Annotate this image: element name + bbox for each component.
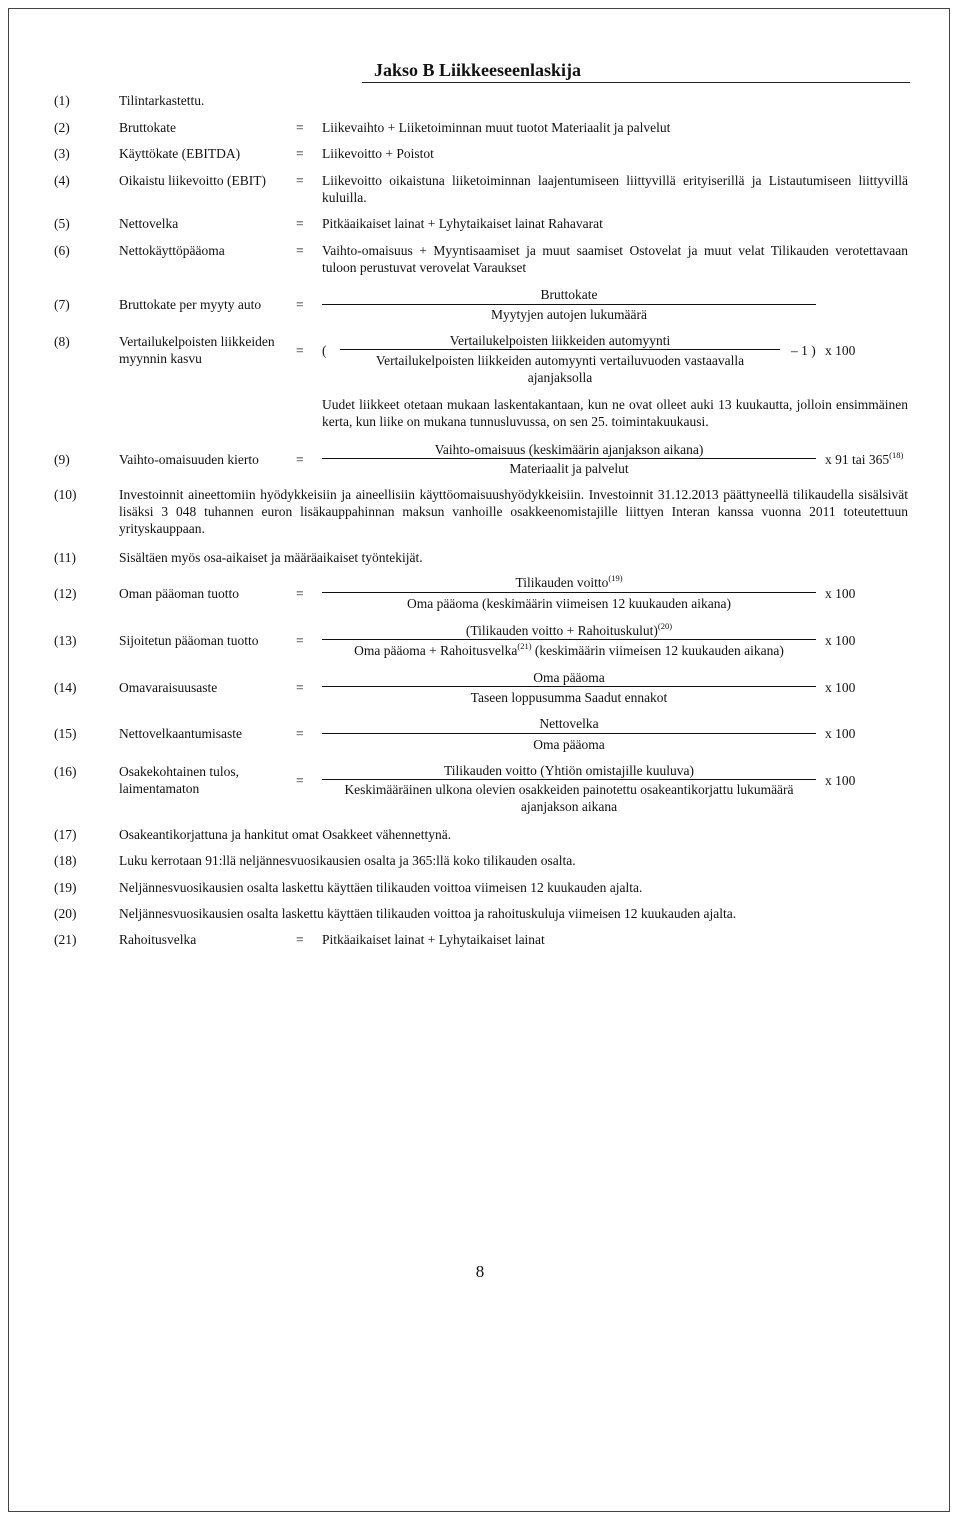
item-number: (7) (54, 297, 70, 312)
fraction-denominator: Myytyjen autojen lukumäärä (491, 307, 647, 322)
fraction-bar (322, 458, 816, 459)
item-label: Omavaraisuusaste (119, 680, 218, 695)
fraction-denominator: Materiaalit ja palvelut (509, 461, 629, 476)
page-number: 8 (475, 1262, 485, 1281)
footnote-ref: (20) (657, 620, 673, 631)
open-paren: ( (322, 343, 327, 358)
item-label: Vertailukelpoisten liikkeiden myynnin kasvu (119, 334, 275, 366)
equals-sign: = (296, 243, 304, 258)
item-label: Käyttökate (EBITDA) (119, 146, 241, 161)
definition-text: Liikevaihto + Liiketoiminnan muut tuotot Materiaalit ja palvelut (322, 120, 671, 135)
definition-text: Liikevoitto + Poistot (322, 146, 434, 161)
multiplier: x 91 tai 365$^{(18)}$ (825, 449, 904, 467)
footnote-ref: (21) (517, 640, 532, 651)
footnote-ref: (18) (889, 449, 904, 460)
equals-sign: = (296, 216, 304, 231)
item-label: Bruttokate per myyty auto (119, 297, 262, 312)
multiplier: x 100 (825, 343, 856, 358)
fraction-denominator: Keskimääräinen ulkona olevien osakkeiden painotettu osakeantikorjattu lukumäärä ajanjakson aikana (344, 782, 794, 814)
multiplier: x 100 (825, 726, 856, 741)
item-text: Neljännesvuosikausien osalta laskettu käyttäen tilikauden voittoa ja rahoituskuluja viimeisen 12 kuukauden ajalta. (119, 906, 737, 921)
equals-sign: = (296, 680, 304, 695)
item-label: Rahoitusvelka (119, 932, 197, 947)
item-text: Tilintarkastettu. (119, 93, 205, 108)
item-number: (20) (54, 906, 77, 921)
item-label: Vaihto-omaisuuden kierto (119, 452, 259, 467)
fraction-bar (340, 349, 780, 350)
item-text: Osakeantikorjattuna ja hankitut omat Osakkeet vähennettynä. (119, 827, 452, 842)
definition-text: Pitkäaikaiset lainat + Lyhytaikaiset lainat (322, 932, 545, 947)
item-number: (18) (54, 853, 77, 868)
item-label: Oman pääoman tuotto (119, 586, 239, 601)
fraction-bar (322, 639, 816, 640)
fraction-denominator: Oma pääoma (533, 737, 605, 752)
item-label: Nettokäyttöpääoma (119, 243, 225, 258)
equals-sign: = (296, 773, 304, 788)
equals-sign: = (296, 452, 304, 467)
fraction-denominator: Taseen loppusumma Saadut ennakot (470, 690, 668, 705)
item-number: (6) (54, 243, 70, 258)
minus-one-close-paren: – 1 ) (791, 343, 816, 358)
equals-sign: = (296, 343, 304, 358)
equals-sign: = (296, 297, 304, 312)
equals-sign: = (296, 173, 304, 188)
item-number: (21) (54, 932, 77, 947)
multiplier: x 100 (825, 773, 856, 788)
item-number: (3) (54, 146, 70, 161)
item-number: (10) (54, 487, 77, 502)
fraction-numerator: Tilikauden voitto (Yhtiön omistajille kuuluva) (444, 763, 694, 778)
item-label: Osakekohtainen tulos, laimentamaton (119, 764, 239, 796)
fraction-numerator: Vaihto-omaisuus (keskimäärin ajanjakson aikana) (434, 442, 704, 457)
fraction-bar (322, 686, 816, 687)
item-label: Bruttokate (119, 120, 176, 135)
item-number: (11) (54, 550, 76, 565)
item-note: Uudet liikkeet otetaan mukaan laskentakantaan, kun ne ovat olleet auki 13 kuukautta, jolloin ensimmäinen kerta, kun liike on mukana tunnusluvussa, on sen 25. toimintakuukausi. (322, 397, 908, 429)
fraction-denominator: Oma pääoma (keskimäärin viimeisen 12 kuukauden aikana) (407, 596, 731, 611)
multiplier: x 100 (825, 633, 856, 648)
item-number: (15) (54, 726, 77, 741)
item-number: (13) (54, 633, 77, 648)
item-text: Luku kerrotaan 91:llä neljännesvuosikausien osalta ja 365:llä koko tilikauden osalta. (119, 853, 576, 868)
item-number: (12) (54, 586, 77, 601)
fraction-numerator: Bruttokate (540, 287, 598, 302)
item-number: (4) (54, 173, 70, 188)
fraction-bar (322, 304, 816, 305)
definition-text: Liikevoitto oikaistuna liiketoiminnan laajentumiseen liittyvillä erityiserillä ja Listautumiseen liittyvillä kuluilla. (322, 173, 908, 205)
fraction-numerator: Vertailukelpoisten liikkeiden automyynti (449, 333, 671, 348)
item-label: Nettovelka (119, 216, 179, 231)
item-number: (5) (54, 216, 70, 231)
fraction-numerator: Oma pääoma (533, 670, 605, 685)
item-label: Oikaistu liikevoitto (EBIT) (119, 173, 266, 188)
item-number: (1) (54, 93, 70, 108)
fraction-denominator: Vertailukelpoisten liikkeiden automyynti vertailuvuoden vastaavalla ajanjaksolla (375, 353, 745, 385)
item-number: (9) (54, 452, 70, 467)
multiplier: x 100 (825, 586, 856, 601)
item-number: (8) (54, 334, 70, 349)
fraction-denominator: Oma pääoma + Rahoitusvelka$^{(21)}$ (keskimäärin viimeisen 12 kuukauden aikana) (354, 640, 784, 658)
fraction-numerator: (Tilikauden voitto + Rahoituskulut)$^{(20)}$ (465, 620, 673, 638)
section-title: Jakso B Liikkeeseenlaskija (374, 60, 582, 80)
page-frame (8, 8, 950, 1512)
fraction-bar (322, 592, 816, 593)
section-title-rule (362, 82, 910, 83)
equals-sign: = (296, 633, 304, 648)
fraction-bar (322, 779, 816, 780)
definition-text: Pitkäaikaiset lainat + Lyhytaikaiset lainat Rahavarat (322, 216, 603, 231)
item-text: Investoinnit aineettomiin hyödykkeisiin ja aineellisiin käyttöomaisuushyödykkeisiin. Investoinnit 31.12.2013 päättyneellä tilikaudella sisälsivät lisäksi 3 048 tuhannen euron lisäkauppahinnan maksun vanhoille osakkeenomistajille liittyen Interan kanssa vuonna 2011 toteutettuun yrityskauppaan. (119, 487, 908, 536)
item-label: Nettovelkaantumisaste (119, 726, 242, 741)
equals-sign: = (296, 586, 304, 601)
item-number: (19) (54, 880, 77, 895)
item-number: (17) (54, 827, 77, 842)
fraction-numerator: Tilikauden voitto$^{(19)}$ (515, 572, 623, 590)
equals-sign: = (296, 146, 304, 161)
item-number: (2) (54, 120, 70, 135)
multiplier: x 100 (825, 680, 856, 695)
item-number: (14) (54, 680, 77, 695)
fraction-numerator: Nettovelka (539, 716, 599, 731)
footnote-ref: (19) (608, 572, 623, 583)
equals-sign: = (296, 120, 304, 135)
item-text: Sisältäen myös osa-aikaiset ja määräaikaiset työntekijät. (119, 550, 423, 565)
item-number: (16) (54, 764, 77, 779)
definition-text: Vaihto-omaisuus + Myyntisaamiset ja muut saamiset Ostovelat ja muut velat Tilikauden verotettavaan tuloon perustuvat verovelat Varaukset (322, 243, 908, 275)
equals-sign: = (296, 726, 304, 741)
item-label: Sijoitetun pääoman tuotto (119, 633, 259, 648)
item-text: Neljännesvuosikausien osalta laskettu käyttäen tilikauden voittoa viimeisen 12 kuukauden ajalta. (119, 880, 643, 895)
equals-sign: = (296, 932, 304, 947)
fraction-bar (322, 733, 816, 734)
